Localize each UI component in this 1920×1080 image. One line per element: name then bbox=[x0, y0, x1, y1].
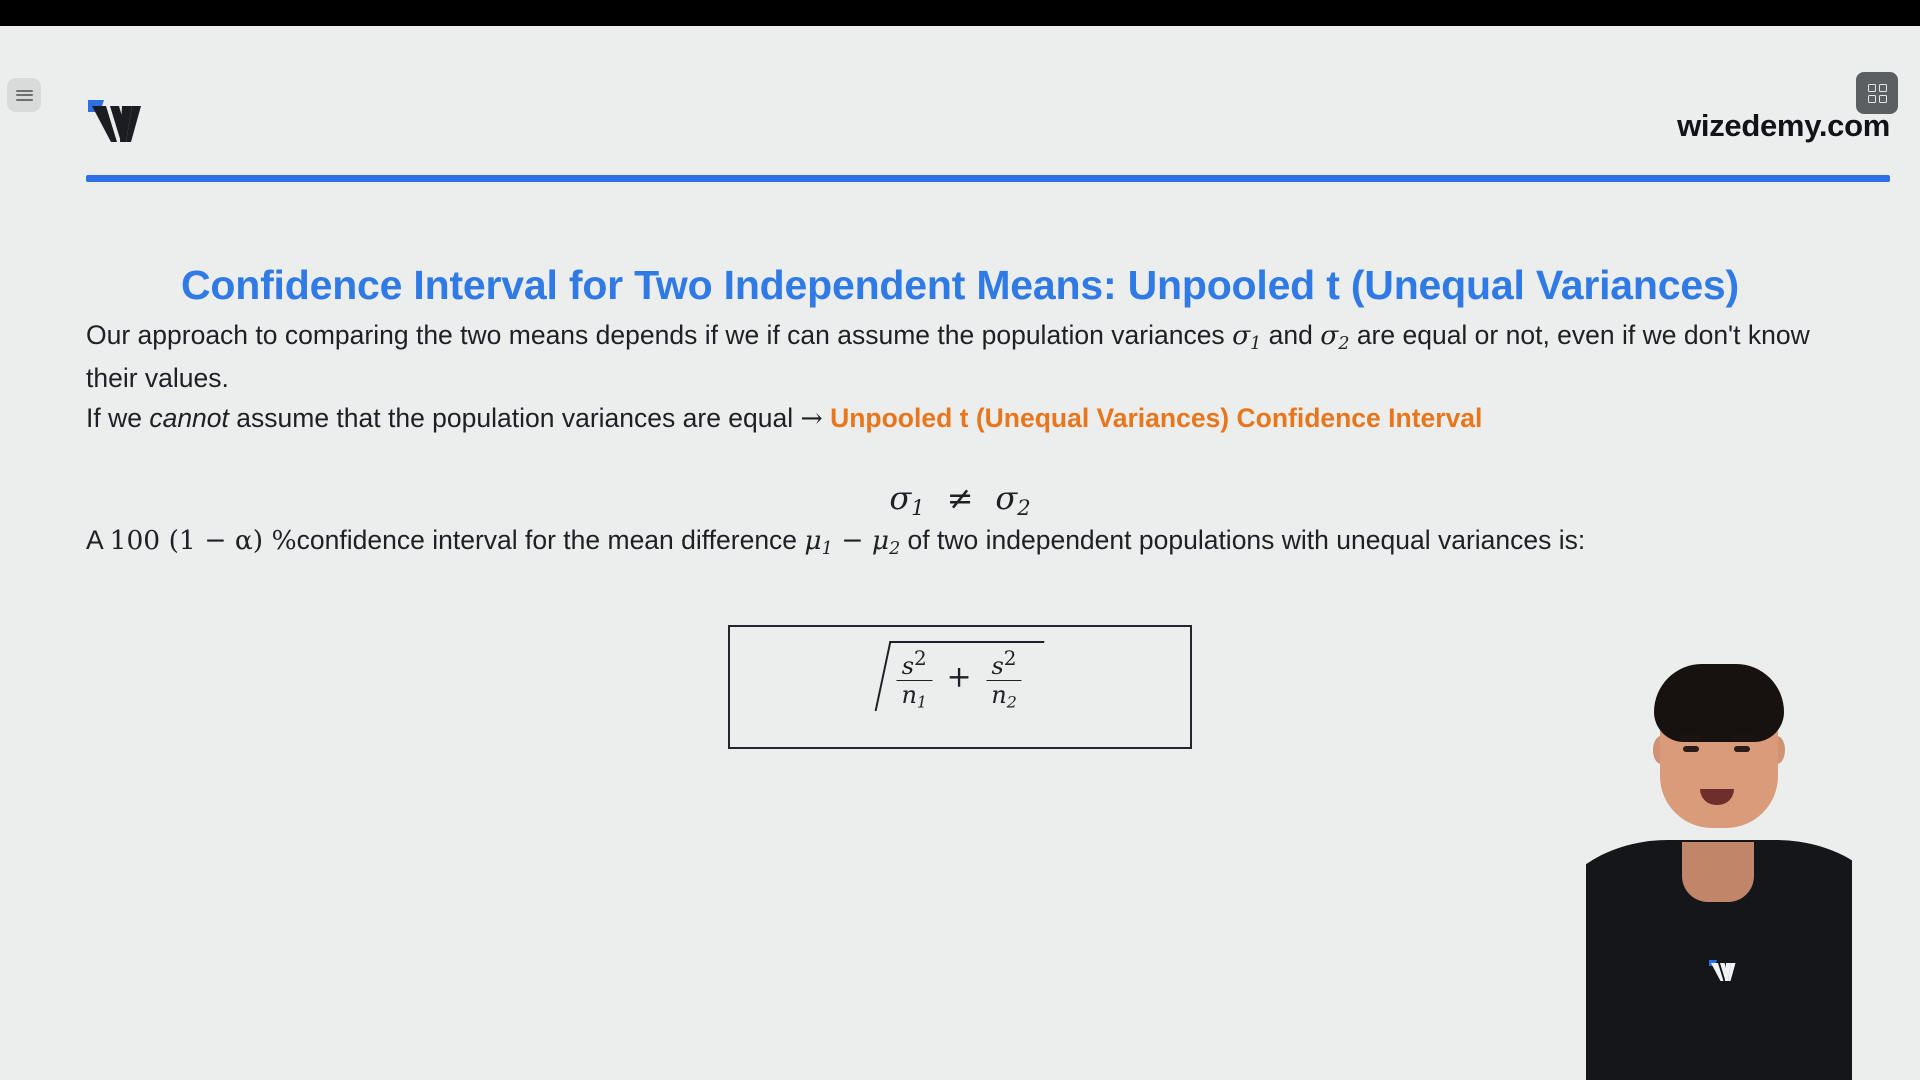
p2-highlight: Unpooled t (Unequal Variances) Confidence Interval bbox=[830, 403, 1483, 434]
presenter-video-overlay bbox=[1586, 650, 1852, 1080]
fraction-denominator-2 bbox=[987, 680, 1023, 711]
presenter-eyebrow-right bbox=[1731, 735, 1753, 740]
s1-symbol: s bbox=[902, 651, 915, 680]
s2-symbol: s bbox=[991, 651, 1005, 680]
p2-text-mid: assume that the population variances are equal bbox=[228, 403, 801, 434]
p2-emphasis: cannot bbox=[149, 403, 229, 434]
n2-symbol: n bbox=[991, 680, 1008, 709]
p1-text-b: are equal or not, even if we don't know their values. bbox=[86, 320, 1810, 393]
square-root-radical bbox=[875, 641, 1045, 711]
s2-exponent: 2 bbox=[1004, 645, 1017, 670]
p3-text-b: confidence interval for the mean difference bbox=[296, 525, 805, 556]
n1-subscript: 1 bbox=[917, 692, 928, 712]
eq-sigma-1-sub: 1 bbox=[911, 495, 925, 521]
mu-2-symbol: μ bbox=[871, 525, 890, 557]
presenter-neck bbox=[1682, 842, 1754, 902]
brand-text: wizedemy.com bbox=[1677, 108, 1890, 143]
page-title: Confidence Interval for Two Independent Means: Unpooled t (Unequal Variances) bbox=[181, 262, 1739, 308]
mu-2-subscript: 2 bbox=[889, 539, 901, 560]
mu-1-subscript: 1 bbox=[821, 539, 833, 560]
fraction-s1-n1 bbox=[897, 646, 933, 711]
sigma-1-subscript: 1 bbox=[1250, 334, 1262, 355]
formula-plus: + bbox=[946, 659, 973, 695]
s1-exponent: 2 bbox=[914, 645, 928, 670]
presenter-eye-right bbox=[1734, 746, 1750, 752]
presenter-eye-left bbox=[1683, 746, 1699, 752]
presenter-hair bbox=[1654, 664, 1784, 742]
p2-text-pre: If we bbox=[86, 403, 150, 434]
eq-sigma-2-sub: 2 bbox=[1017, 495, 1031, 521]
p1-text-a: Our approach to comparing the two means depends if we if can assume the population variances bbox=[86, 320, 1233, 351]
mu-1-symbol: μ bbox=[804, 525, 822, 557]
slide-header bbox=[86, 96, 1890, 182]
eq-sigma-1: σ bbox=[889, 479, 912, 518]
eq-sigma-2: σ bbox=[995, 479, 1018, 518]
p1-text-mid: and bbox=[1261, 320, 1321, 351]
presenter-eyebrow-left bbox=[1680, 735, 1702, 740]
sigma-2-symbol: σ bbox=[1320, 320, 1339, 352]
slide-canvas bbox=[0, 26, 1920, 1080]
shirt-wizeprep-logo bbox=[1704, 958, 1744, 984]
sigma-1-symbol: σ bbox=[1232, 320, 1251, 352]
paragraph-assumption bbox=[86, 315, 1834, 398]
fraction-numerator-2 bbox=[987, 646, 1023, 680]
p3-text-a: A bbox=[86, 525, 110, 556]
eq-relation: ≠ bbox=[946, 479, 974, 518]
equation-sigma-inequality bbox=[86, 479, 1834, 520]
hamburger-menu-icon[interactable] bbox=[7, 78, 41, 112]
fraction-denominator-1 bbox=[897, 680, 933, 711]
p3-confidence-level: 100 (1 − α) % bbox=[109, 525, 297, 557]
formula-content bbox=[730, 641, 1190, 711]
paragraph-unpooled-rule bbox=[86, 398, 1834, 439]
wizeprep-w-logo bbox=[86, 96, 150, 148]
arrow-glyph: → bbox=[800, 403, 823, 435]
p3-minus: − bbox=[832, 525, 872, 557]
paragraph-ci-definition bbox=[86, 520, 1834, 562]
sigma-2-subscript: 2 bbox=[1338, 334, 1350, 355]
fraction-s2-n2 bbox=[987, 646, 1023, 711]
p3-text-c: of two independent populations with unequal variances is: bbox=[900, 525, 1586, 556]
hamburger-bars bbox=[16, 90, 33, 101]
fraction-numerator-1 bbox=[897, 646, 933, 680]
n1-symbol: n bbox=[901, 680, 918, 709]
slide-content bbox=[86, 256, 1834, 749]
formula-box bbox=[728, 625, 1192, 749]
n2-subscript: 2 bbox=[1007, 692, 1018, 712]
header-accent-rule bbox=[86, 175, 1890, 182]
